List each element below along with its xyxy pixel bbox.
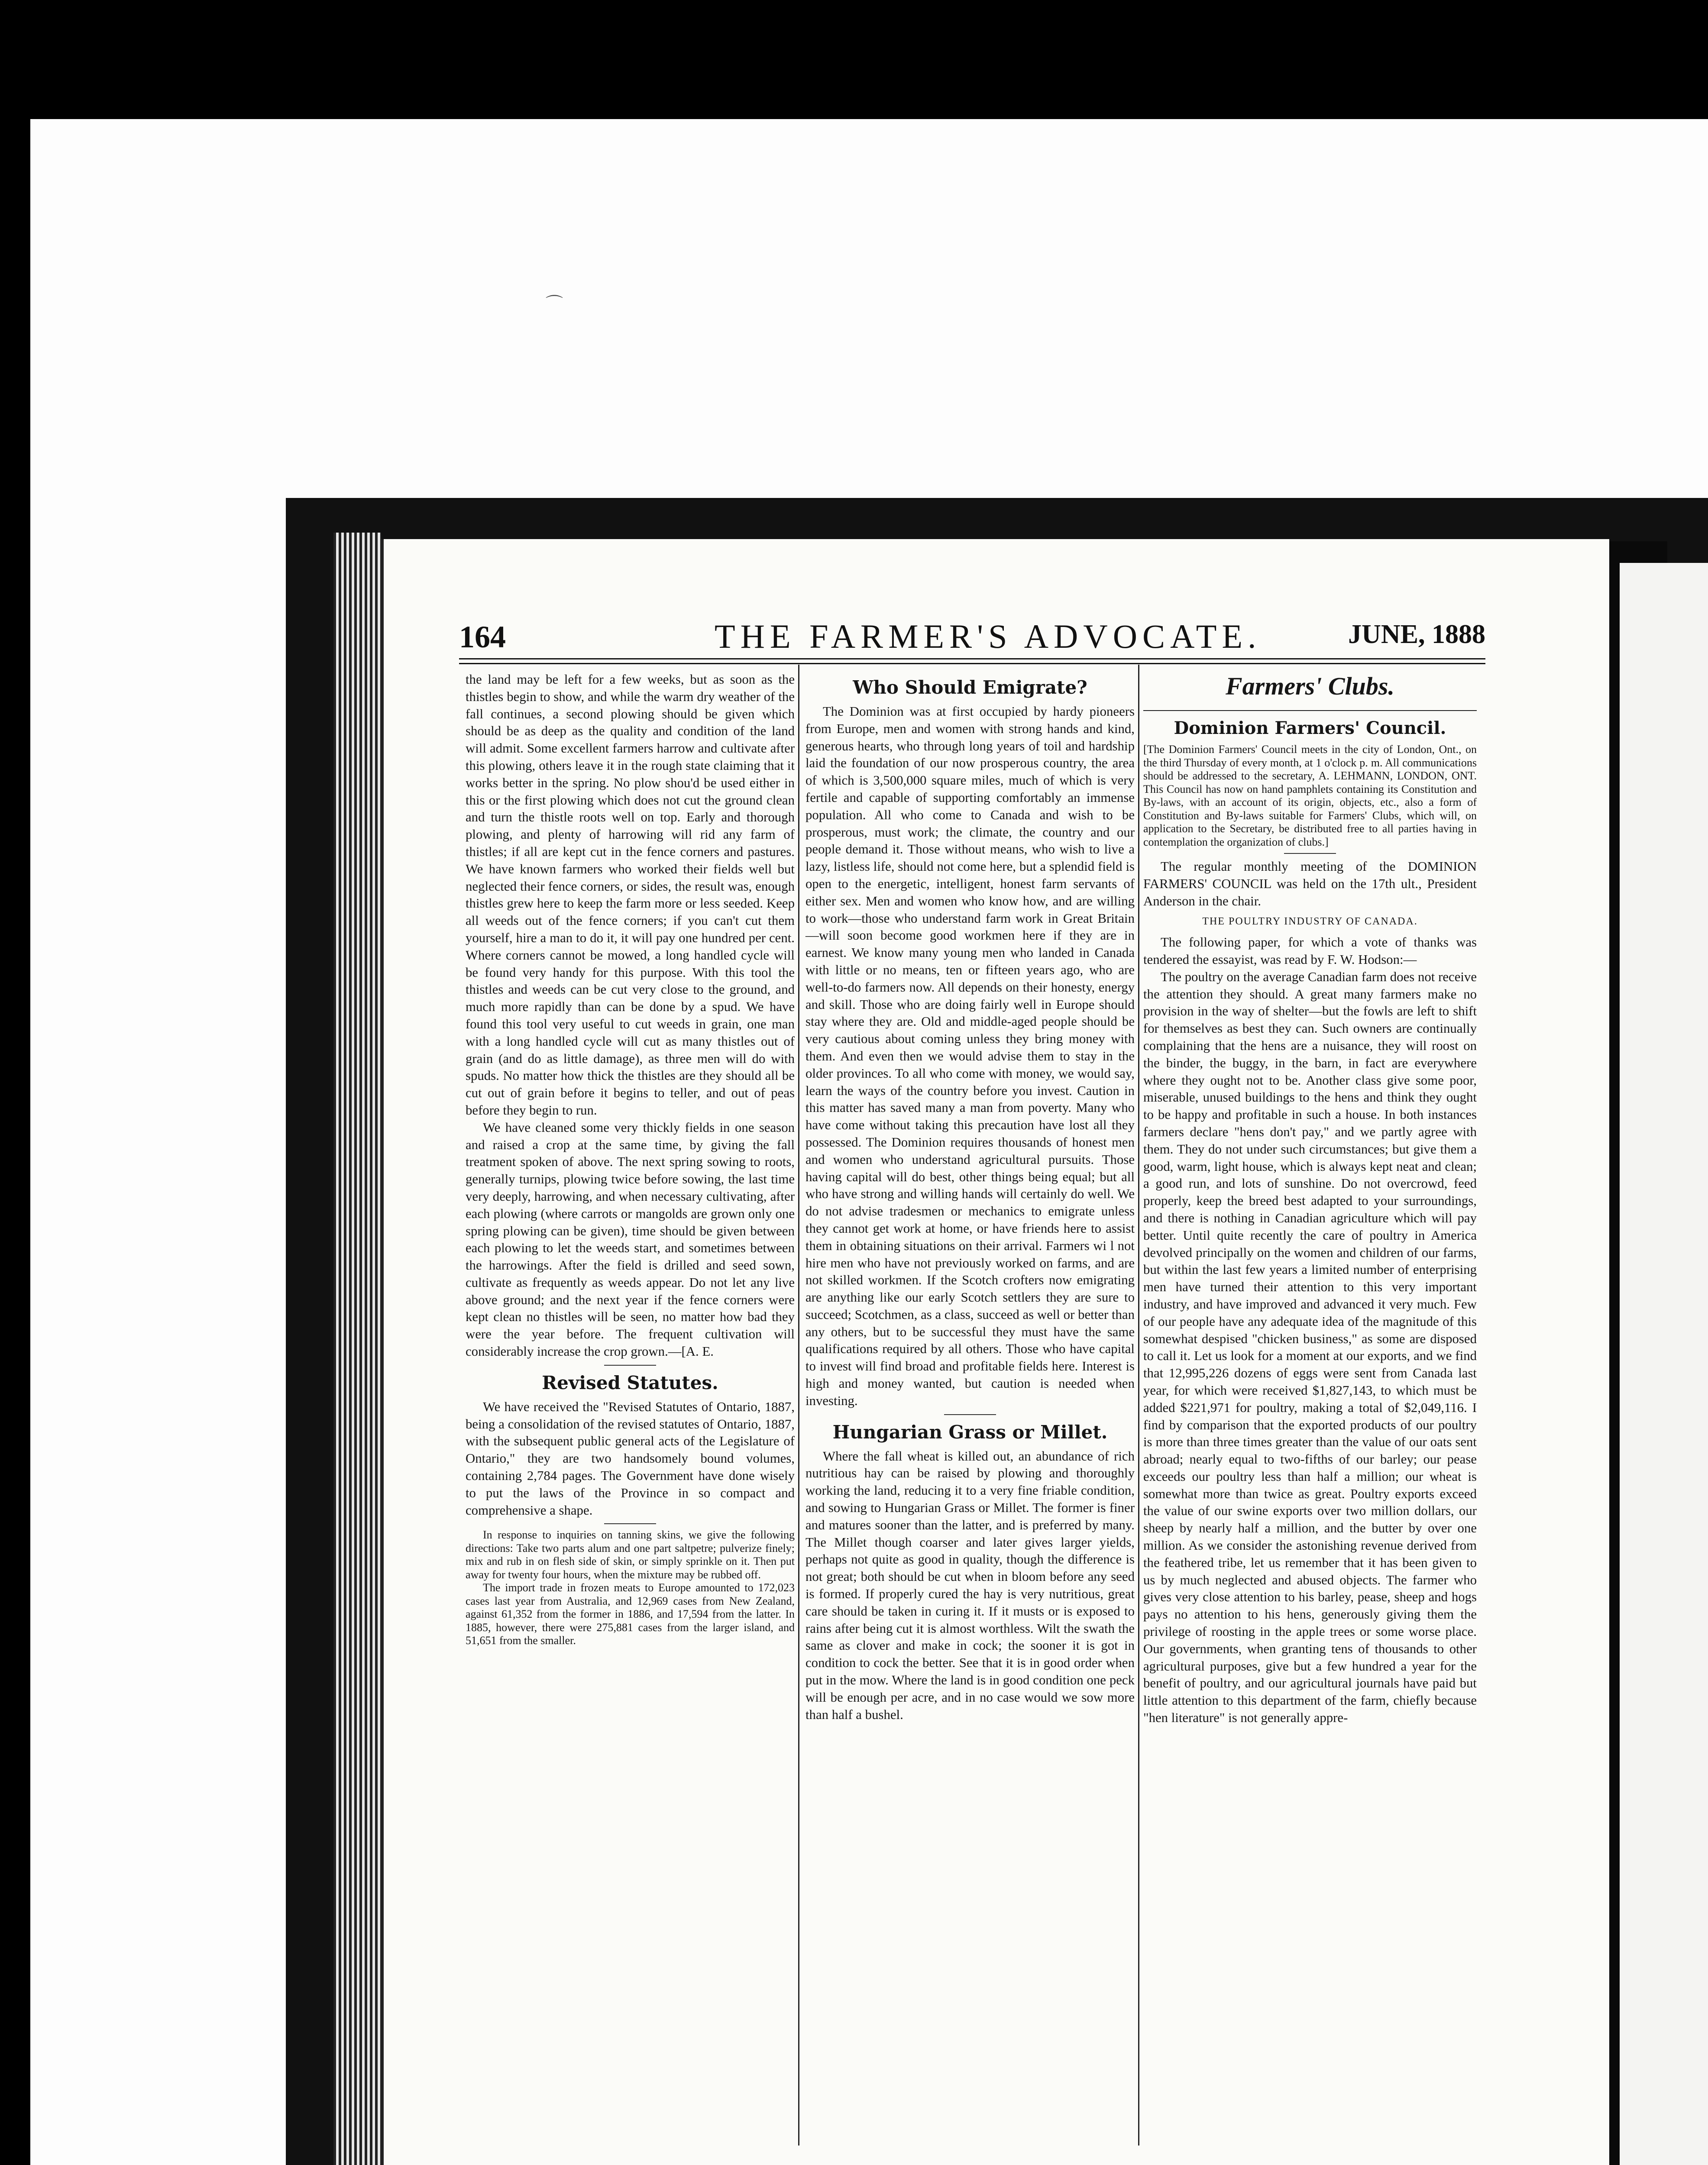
- article-paragraph: In response to inquiries on tanning skins, we give the following directions: Take two parts alum and one part saltpetre; pulverize finely; mix and rub in on flesh side of skin, or simply sprinkle on it. Then put away for twenty four hours, when the mixture may be rubbed off.: [466, 1528, 795, 1581]
- scan-left-edge: [0, 119, 30, 2165]
- column-divider-1: [798, 665, 799, 2146]
- article-paragraph: The Dominion was at first occupied by hardy pioneers from Europe, men and women with strong hands and kind, generous hearts, who through long years of toil and hardship laid the foundation of our now prosperous country, the area of which is 3,500,000 square miles, much of which is very fertile and capable of supporting comfortably an immense population. All who come to Canada and wish to be prosperous, must work; the climate, the country and our people demand it. Those without means, who wish to live a lazy, listless life, should not come here, but a splendid field is open to the energetic, intelligent, honest farm servants of either sex. Men and women who know how, and are willing to work—those who understand farm work in Great Britain—will soon become good workmen here if they are in earnest. We know many young men who landed in Canada with little or no means, ten or fifteen years ago, who are well-to-do farmers now. All depends on their honesty, energy and skill. Those who are doing fairly well in Europe should stay where they are. Old and middle-aged people should be very cautious about coming unless they bring money with them. And even then we would advise them to stay in the older provinces. To all who come with money, we would say, learn the ways of the country before you invest. Caution in this matter has saved many a man from poverty. Many who have come without taking this precaution have lost all they possessed. The Dominion requires thousands of honest men and women who understand agricultural pursuits. Those having capital will do best, other things being equal; but all who have strong and willing hands will certainly do well. We do not advise tradesmen or mechanics to emigrate unless they cannot get work at home, or have friends here to assist them in obtaining situations on their arrival. Farmers wi l not hire men who have not previously worked on farms, and are not skilled workmen. If the Scotch crofters now emigrating are anything like our early Scotch settlers they are sure to succeed; Scotchmen, as a class, succeed as well or better than any others, but to be successful they must have the same qualifications required by all others. Those who have capital to invest will find broad and profitable fields here. Interest is high and money wanted, but caution is needed when investing.: [805, 704, 1135, 1408]
- header-rule: [459, 658, 1485, 664]
- page-header: [459, 611, 1485, 658]
- column-3: [1143, 671, 1477, 1727]
- article-paragraph: The import trade in frozen meats to Europe amounted to 172,023 cases last year from Australia, and 12,969 cases from New Zealand, against 61,352 from the former in 1886, and 17,594 from the latter. In 1885, however, there were 275,881 cases from the larger island, and 51,651 from the smaller.: [466, 1581, 795, 1647]
- article-heading: Dominion Farmers' Council.: [1174, 718, 1446, 738]
- article-paragraph: the land may be left for a few weeks, but as soon as the thistles begin to show, and while the warm dry weather of the fall continues, a second plowing should be given which should be as deep as the quality and condition of the land will admit. Some excellent farmers harrow and cultivate after this plowing, others leave it in the rough state claiming that it works better in the spring. No plow shou'd be used either in this or the first plowing which does not cut the ground clean and turn the thistle roots well on top. Early and thorough plowing, and plenty of harrowing will rid any farm of thistles; if all are kept cut in the fence corners and pastures. We have known farmers who worked their fields well but neglected their fence corners, or sides, the result was, enough thistles grew here to keep the farm more or less seeded. Keep all weeds out of the fence corners; if you can't cut them yourself, hire a man to do it, it will pay one hundred per cent. Where corners cannot be mowed, a long handled cycle will be found very handy for this purpose. With this tool the thistles and weeds can be cut very close to the ground, and much more rapidly than can be done by a spud. We have found this tool very useful to cut weeds in grain, one man with a long handled cycle will cut as many thistles out of grain (and do as little damage), as three men will do with spuds. No matter how thick the thistles are they should all be cut out of grain before it begins to teller, and out of peas before they begin to run.: [466, 672, 795, 1118]
- article-paragraph: The poultry on the average Canadian farm does not receive the attention they should. A great many farmers make no provision in the way of shelter—but the fowls are left to shift for themselves as best they can. Such owners are continually complaining that the hens are a nuisance, they will roost on the binder, the buggy, in the barn, in fact are everywhere where they ought not to be. Another class give some poor, miserable, unused buildings to the hens and think they ought to be happy and profitable in such a house. In both instances farmers declare "hens don't pay," and we partly agree with them. They do not under such circumstances; but give them a good, warm, light house, which is always kept neat and clean; a good run, and lots of sunshine. Do not overcrowd, feed properly, keep the breed best adapted to your surroundings, and there is nothing in Canadian agriculture which will pay better. Until quite recently the care of poultry in America devolved principally on the women and children of our farms, but within the last few years a limited number of enterprising men have turned their attention to this very important industry, and have improved and advanced it very much. Few of our people have any adequate idea of the magnitude of this somewhat despised "chicken business," as some are disposed to call it. Let us look for a moment at our exports, and we find that 12,995,226 dozens of eggs were sent from Canada last year, for which were received $1,827,143, to which must be added $221,971 for poultry, making a total of $2,049,116. I find by comparison that the exported products of our poultry is more than three times greater than the value of our oats sent abroad; nearly equal to two-fifths of our barley; our pease exceeds our poultry less than half a million; our wheat is somewhat more than twice as great. Poultry exports exceed the value of our swine exports over two million dollars, our sheep by nearly half a million, and the butter by over one million. As we consider the astonishing revenue derived from the feathered tribe, let us remember that it has been given to us by much neglected and abused objects. The farmer who gives very close attention to his barley, pease, sheep and hogs pays no attention to his hens, generously giving them the privilege of roosting in the apple trees or some worse place. Our governments, when granting tens of thousands to other agricultural purposes, give but a few hundred a year for the benefit of poultry, and our agricultural journals have paid but little attention to this department of the farm, chiefly because "hen literature" is not generally appre-: [1143, 969, 1477, 1726]
- divider: [604, 1365, 656, 1366]
- masthead-title: THE FARMER'S ADVOCATE.: [715, 617, 1262, 655]
- article-heading: Hungarian Grass or Millet.: [832, 1421, 1108, 1443]
- divider: [1143, 710, 1477, 711]
- divider: [944, 1414, 996, 1415]
- column-divider-2: [1138, 665, 1139, 2146]
- article-paragraph: The regular monthly meeting of the DOMINION FARMERS' COUNCIL was held on the 17th ult., President Anderson in the chair.: [1143, 859, 1477, 908]
- article-heading: Revised Statutes.: [542, 1372, 718, 1393]
- article-paragraph: We have received the "Revised Statutes of Ontario, 1887, being a consolidation of the revised statutes of Ontario, 1887, with the subsequent public general acts of the Legislature of Ontario," they are two handsomely bound volumes, containing 2,784 pages. The Government have done wisely to put the laws of the Province in so compact and comprehensive a shape.: [466, 1399, 795, 1518]
- section-title: Farmers' Clubs.: [1226, 672, 1394, 700]
- article-heading: Who Should Emigrate?: [853, 677, 1087, 698]
- divider: [1284, 853, 1336, 854]
- issue-date: JUNE, 1888: [1348, 620, 1485, 649]
- page-number: 164: [459, 620, 506, 654]
- article-paragraph: We have cleaned some very thickly fields in one season and raised a crop at the same time, by giving the fall treatment spoken of above. The next spring sowing to roots, generally turnips, plowing twice before sowing, the last time very deeply, harrowing, and when necessary cultivating, after each plowing (where carrots or mangolds are grown only one spring plowing can be given), time should be given between each plowing to let the weeds start, and sometimes between the harrowings. After the field is drilled and seed sown, cultivate as frequently as weeds appear. Do not let any live above ground; and the next year if the fence corners were kept clean no thistles will be seen, no matter how bad they were the year before. The frequent cultivation will considerably increase the crop grown.—[A. E.: [466, 1120, 795, 1359]
- facing-page-edge: [1620, 563, 1708, 2165]
- column-2: [805, 671, 1135, 1723]
- scan-speck: ⌒: [546, 294, 563, 313]
- council-notice: [The Dominion Farmers' Council meets in the city of London, Ont., on the third Thursday of every month, at 1 o'clock p. m. All communications should be addressed to the secretary, A. LEHMANN, LONDON, ONT. This Council has now on hand pamphlets containing its Constitution and By-laws, with an account of its origin, objects, etc., also a form of Constitution and By-laws suitable for Farmers' Clubs, which will, on application to the Secretary, be distributed free to all parties having in contemplation the organization of clubs.]: [1143, 743, 1477, 848]
- article-paragraph: The following paper, for which a vote of thanks was tendered the essayist, was read by F. W. Hodson:—: [1143, 935, 1477, 967]
- page-edges: [333, 533, 381, 2165]
- column-1: [466, 671, 795, 1648]
- article-paragraph: Where the fall wheat is killed out, an abundance of rich nutritious hay can be raised by plowing and thoroughly working the land, reducing it to a very fine friable condition, and sowing to Hungarian Grass or Millet. The former is finer and matures sooner than the latter, and is preferred by many. The Millet though coarser and later gives larger yields, perhaps not quite as good in quality, though the difference is not great; both should be cut when in bloom before any seed is formed. If properly cured the hay is very nutritious, great care should be taken in curing it. If it musts or is exposed to rains after being cut it is almost worthless. Wilt the swath the same as clover and make in cock; the sooner it is got in condition to cock the better. See that it is in good order when put in the mow. Where the land is in good condition one peck will be enough per acre, and in no case would we sow more than half a bushel.: [805, 1448, 1135, 1722]
- article-subheading: THE POULTRY INDUSTRY OF CANADA.: [1202, 916, 1418, 927]
- divider: [604, 1523, 656, 1524]
